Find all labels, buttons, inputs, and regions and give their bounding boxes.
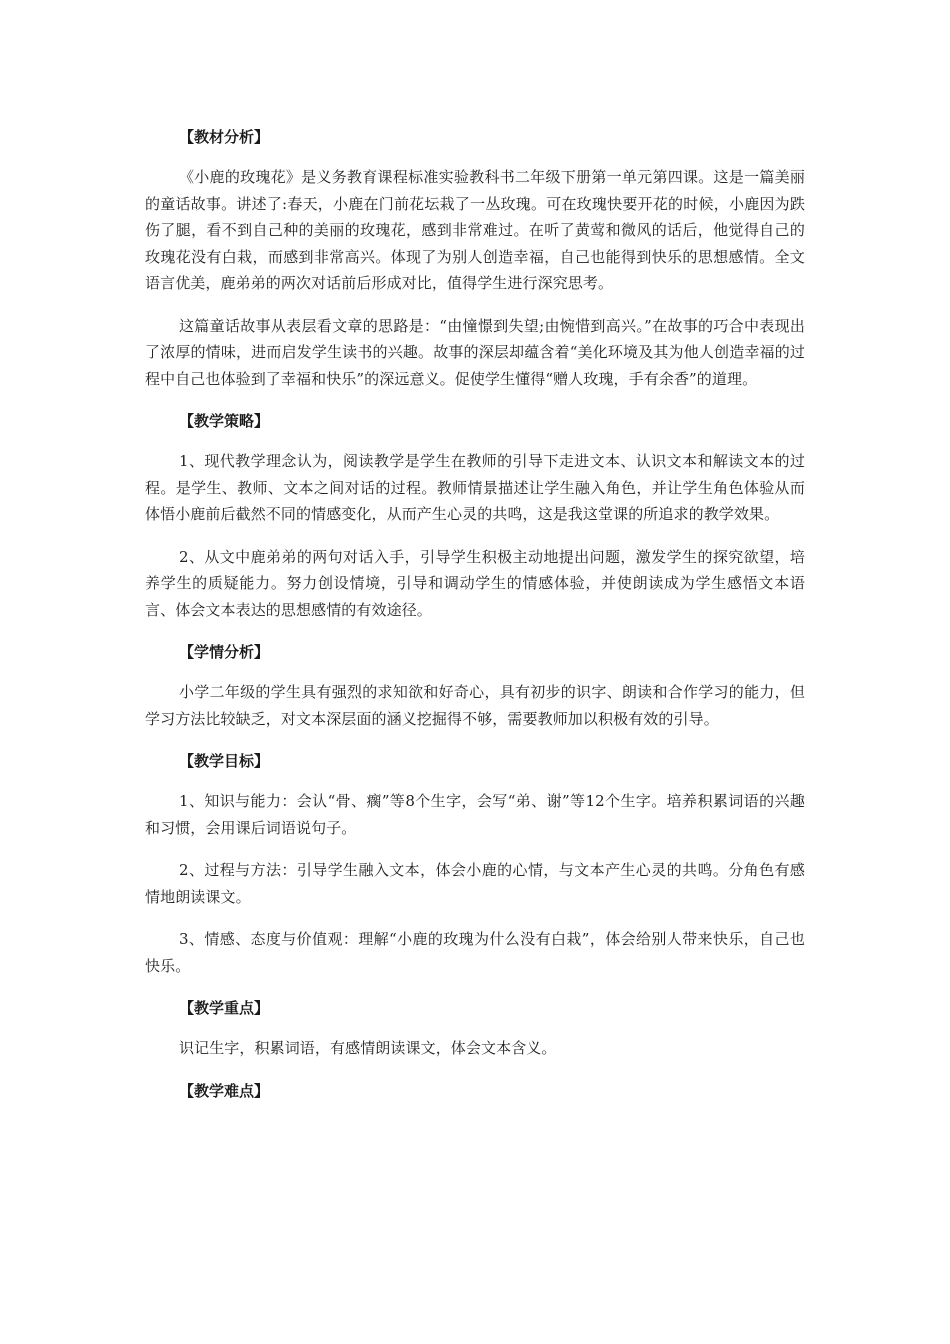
section-heading: 【教材分析】	[179, 128, 270, 146]
paragraph: 1、知识与能力：会认“骨、瘸”等8个生字，会写“弟、谢”等12个生字。培养积累词语的兴趣和习惯，会用课后词语说句子。	[145, 792, 805, 837]
paragraph: 《小鹿的玫瑰花》是义务教育课程标准实验教科书二年级下册第一单元第四课。这是一篇美丽的童话故事。讲述了:春天，小鹿在门前花坛栽了一丛玫瑰。可在玫瑰快要开花的时候，小鹿因为跌伤了腿，看不到自己种的美丽的玫瑰花，感到非常难过。在听了黄莺和微风的话后，他觉得自己的玫瑰花没有白栽，而感到非常高兴。体现了为别人创造幸福，自己也能得到快乐的思想感情。全文语言优美，鹿弟弟的两次对话前后形成对比，值得学生进行深究思考。	[145, 168, 805, 292]
paragraph: 1、现代教学理念认为，阅读教学是学生在教师的引导下走进文本、认识文本和解读文本的过程。是学生、教师、文本之间对话的过程。教师情景描述让学生融入角色，并让学生角色体验从而体悟小鹿前后截然不同的情感变化，从而产生心灵的共鸣，这是我这堂课的所追求的教学效果。	[145, 452, 805, 523]
section-teaching-strategy	[145, 408, 805, 623]
section-learner-analysis	[145, 639, 805, 732]
section-teaching-goals	[145, 748, 805, 979]
paragraph: 2、过程与方法：引导学生融入文本，体会小鹿的心情，与文本产生心灵的共鸣。分角色有感情地朗读课文。	[145, 861, 805, 906]
paragraph: 3、情感、态度与价值观：理解“小鹿的玫瑰为什么没有白栽”，体会给别人带来快乐，自己也快乐。	[145, 930, 805, 975]
paragraph: 小学二年级的学生具有强烈的求知欲和好奇心，具有初步的识字、朗读和合作学习的能力，但学习方法比较缺乏，对文本深层面的涵义挖掘得不够，需要教师加以积极有效的引导。	[145, 683, 805, 728]
section-heading: 【教学目标】	[179, 752, 270, 770]
section-teaching-difficulty	[145, 1078, 805, 1104]
section-heading: 【教学策略】	[179, 412, 270, 430]
paragraph: 这篇童话故事从表层看文章的思路是：“由憧憬到失望;由惋惜到高兴。”在故事的巧合中表现出了浓厚的情味，进而启发学生读书的兴趣。故事的深层却蕴含着“美化环境及其为他人创造幸福的过程中自己也体验到了幸福和快乐”的深远意义。促使学生懂得“赠人玫瑰，手有余香”的道理。	[145, 316, 805, 388]
paragraph: 识记生字，积累词语，有感情朗读课文，体会文本含义。	[179, 1039, 557, 1057]
section-textbook-analysis	[145, 124, 805, 392]
section-heading: 【学情分析】	[179, 643, 270, 661]
section-teaching-focus	[145, 995, 805, 1062]
section-heading: 【教学重点】	[179, 999, 270, 1017]
document-body	[145, 124, 805, 1118]
section-heading: 【教学难点】	[179, 1081, 270, 1100]
paragraph: 2、从文中鹿弟弟的两句对话入手，引导学生积极主动地提出问题，激发学生的探究欲望，培养学生的质疑能力。努力创设情境，引导和调动学生的情感体验，并使朗读成为学生感悟文本语言、体会文本表达的思想感情的有效途径。	[145, 547, 805, 619]
